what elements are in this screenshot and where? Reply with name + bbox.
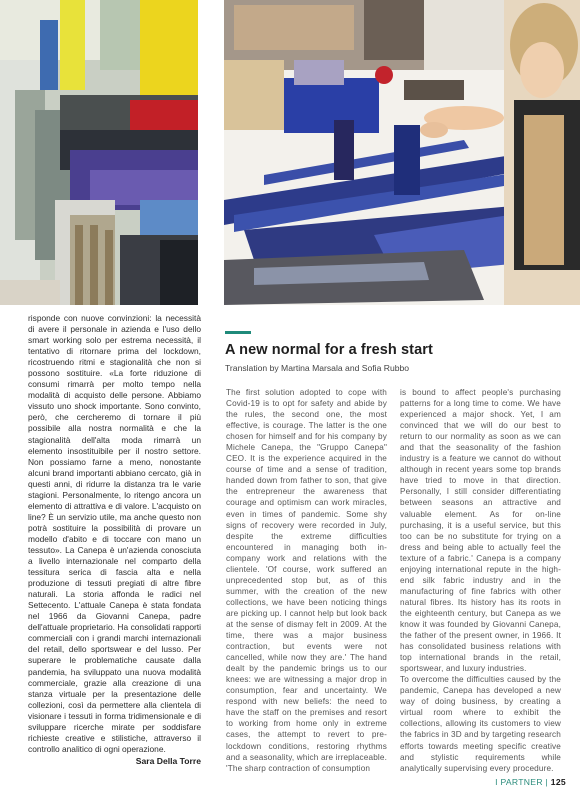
author-signature: Sara Della Torre (135, 755, 201, 766)
english-text-col2-para1: is bound to affect people's purchasing patterns for a long time to come. We have experienced a major shock. Yet, I am convinced that we will do our best to return to our normality as soon as we can and that the seasonality of the fashion industry is a feature we cannot do without although in recent years some top brands have tried to move in that direction. Personally, I still consider differentiating between seasons an attractive and valuable element. As for on-line purchasing, it is a useful service, but this too can be no substitute for trying on a dress and being able to actually feel the texture of a fabric.' Canepa is a company enjoying international repute in the high-end silk fabric industry and in the manufacturing of fine fabrics with other natural fibres. Its history has its roots in the eighteenth century, but Canepa as we know it was founded by Giovanni Canepa, the father of the present owner, in 1966. It has consolidated business relations with top international brands in the retail, sportswear, and luxury industries. (400, 388, 561, 674)
tie-workshop-illustration (224, 0, 580, 305)
english-column-1 (226, 387, 387, 774)
page-footer (495, 777, 566, 787)
headline-accent-bar (225, 331, 251, 334)
loom-factory-illustration (0, 0, 198, 305)
english-text-col2-para2: To overcome the difficulties caused by the pandemic, Canepa has developed a new way of doing business, by creating a virtual room where to exhibit the collections, allowing its customers to view the fabrics in 3D and by targeting research efforts towards meeting specific creative and stylistic requirements while analytically supervising every procedure. (400, 675, 561, 773)
english-column-2 (400, 387, 561, 774)
page-number: 125 (550, 777, 566, 787)
loom-factory-photo (0, 0, 198, 305)
english-text-col1: The first solution adopted to cope with Covid-19 is to opt for safety and abide by the rules, the second one, the most effective, is courage. The latter is the one chosen for himself and for his company by Michele Canepa, the "Gruppo Canepa" CEO. It is the experience acquired in the course of time and a sense of tradition, handed down from father to son, that give the entrepreneur the awareness that courage and optimism can work miracles, even in times of pandemic. Some shy signs of recovery were recorded in July, despite the extreme difficulties encountered in managing both in-company work and relations with the clientele. 'Of course, work suffered an unprecedented stop but, as of this summer, with the creation of the new collections, we have been noticing things are picking up. I cannot help but look back at the sense of dismay felt in 2009. At the time, there was a major business contraction, but events were not cancelled, while now they are.' The hand dealt by the pandemic brings us to our knees: we are witnessing a major drop in consumption, fear and uncertainty. We respond with new beliefs: the need to have the staff on the premises and resort to working from home only in extreme cases, the attempt to revert to pre-lockdown conditions, restoring rhythms and a seasonality, which are irreplaceable. 'The sharp contraction of consumption (226, 388, 387, 773)
italian-article-column (28, 313, 201, 767)
tie-workshop-photo (224, 0, 580, 305)
translation-credits: Translation by Martina Marsala and Sofia Rubbo (225, 363, 410, 373)
magazine-name: I PARTNER | (495, 777, 549, 787)
italian-article-text: risponde con nuove convinzioni: la necessità di avere il personale in azienda e l'uso dello smart working solo per estrema necessità, il tentativo di ritornare prima del lockdown, ricostruendo ritmi e stagionalità che non si possono sostituire. «La forte riduzione di consumi rimarrà per molto tempo nella modalità di acquisto delle persone. Abbiamo vissuto uno shock importante. Sono convinto, però, che cercheremo di tornare il più possibile alla nostra normalità e che la stagionalità dell'alta moda rimarrà un elemento insostituibile per il nostro settore. Non possiamo farne a meno, nonostante alcuni brand importanti abbiano cercato, già in questi anni, di ridurre la distanza tra le varie stagioni. Personalmente, lo ritengo ancora un elemento di attrattiva e di valore. L'acquisto on line? È un servizio utile, ma anche questo non potrà sostituire la possibilità di provare un modello d'abito e di toccare con mano un tessuto». La Canepa è un'azienda conosciuta a livello internazionale nel comparto della tessitura serica di fascia alta e nella produzione di tessuti pregiati di altre fibre naturali. La storia affonda le radici nel Settecento. L'attuale Canepa è stata fondata nel 1966 da Giovanni Canepa, padre dell'attuale proprietario. Ha consolidati rapporti commerciali con i grandi marchi internazionali del retail, dello sportswear e del lusso. Per superare le problematiche causate dalla pandemia, ha sviluppato una nuova modalità commerciale, grazie alla creazione di una stanza virtuale per la presentazione delle collezioni, così da permettere alla clientela di visionare i tessuti in forma tridimensionale e di sviluppare ricerche mirate per soddisfare richieste creative e stilistiche, attraverso il controllo analitico di ogni operazione. (28, 313, 201, 754)
article-headline: A new normal for a fresh start (225, 342, 433, 358)
